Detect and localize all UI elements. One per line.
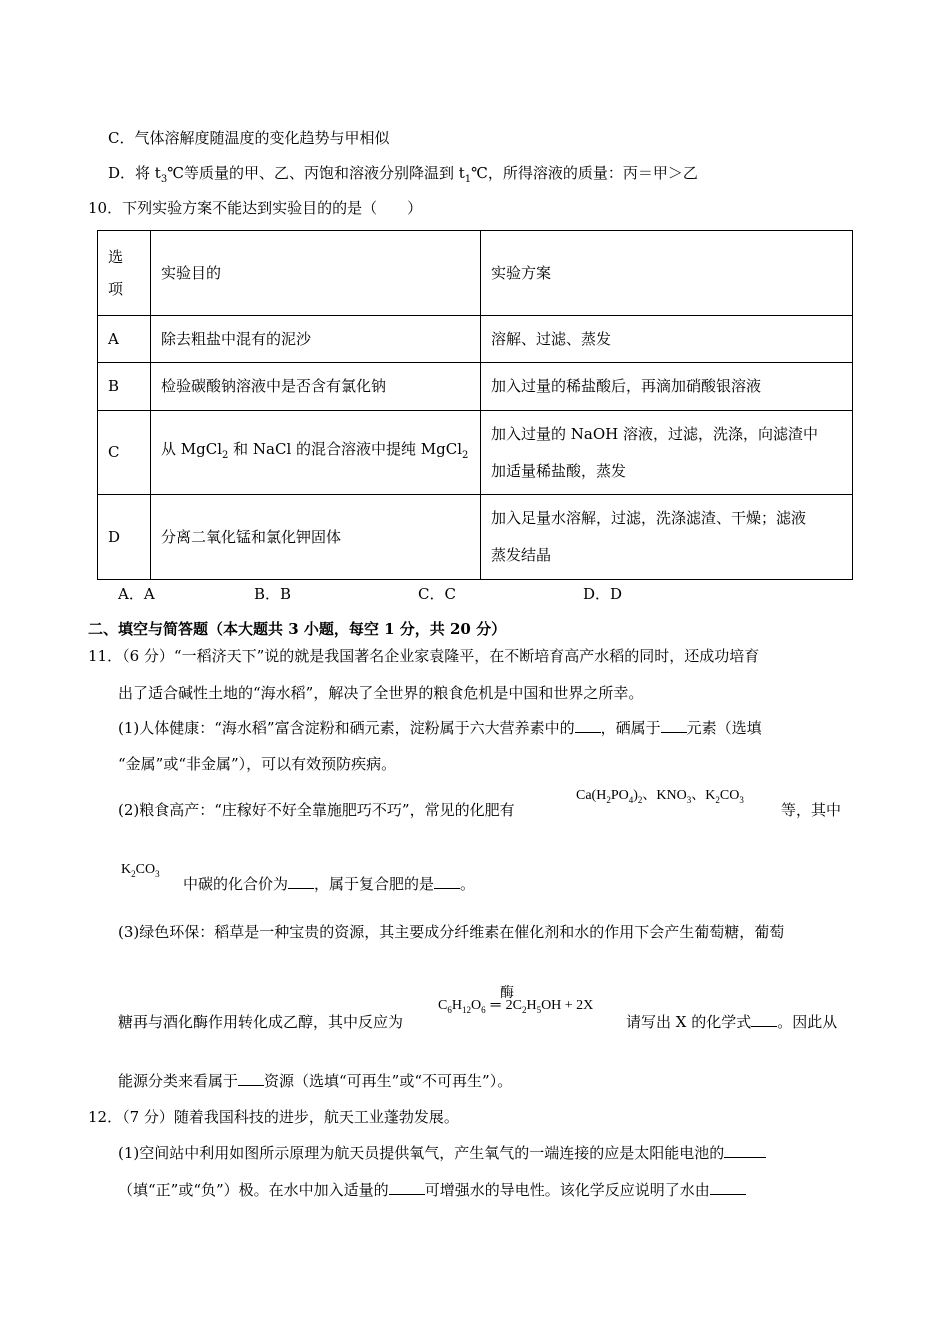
header-plan: 实验方案 bbox=[481, 231, 853, 316]
q11-part2: (2)粮食高产：“庄稼好不好全靠施肥巧不巧”，常见的化肥有 bbox=[118, 801, 515, 819]
answer-blank[interactable] bbox=[434, 874, 460, 889]
section-title: 二、填空与简答题（本大题共 3 小题，每空 1 分，共 20 分） bbox=[88, 620, 507, 638]
answer-blank[interactable] bbox=[661, 718, 687, 733]
q10-choice-b: B．B bbox=[254, 585, 292, 603]
equals-sign: ═ bbox=[490, 998, 501, 1013]
answer-blank[interactable] bbox=[389, 1180, 425, 1195]
q12-intro: 12．（7 分）随着我国科技的进步，航天工业蓬勃发展。 bbox=[88, 1108, 459, 1126]
q12-part1-line2: （填“正”或“负”）极。在水中加入适量的 可增强水的导电性。该化学反应说明了水由 bbox=[118, 1180, 746, 1200]
answer-blank[interactable] bbox=[238, 1071, 264, 1086]
q10-choice-d: D．D bbox=[583, 585, 623, 603]
row-plan: 加入过量的 NaOH 溶液，过滤，洗涤，向滤渣中 加适量稀盐酸，蒸发 bbox=[481, 411, 853, 495]
q9-option-d: D．将 $t_3℃$等质量的甲、乙、丙饱和溶液分别降温到 $t_1℃$，所得溶液的质量：丙＝甲＞乙 bbox=[108, 164, 698, 185]
table-row bbox=[98, 363, 853, 411]
row-aim: 从 MgCl$_2$ 和 NaCl 的混合溶液中提纯 MgCl$_2$ bbox=[151, 411, 481, 495]
q11-part3-line2-start: 糖再与酒化酶作用转化成乙醇，其中反应为 bbox=[118, 1013, 404, 1031]
row-option: C bbox=[98, 411, 151, 495]
table-row bbox=[98, 316, 853, 363]
answer-blank[interactable] bbox=[575, 718, 601, 733]
reaction-equation: $C_6H_{12}O_6$ ═ $2C_2H_5OH + 2X$ bbox=[438, 998, 594, 1015]
header-aim: 实验目的 bbox=[151, 231, 481, 316]
row-plan: 加入足量水溶解，过滤，洗涤滤渣、干燥；滤液 蒸发结晶 bbox=[481, 495, 853, 580]
q10-choice-a: A．A bbox=[118, 585, 155, 603]
answer-blank[interactable] bbox=[751, 1012, 777, 1027]
q11-part3-line1: (3)绿色环保：稻草是一种宝贵的资源，其主要成分纤维素在催化剂和水的作用下会产生葡萄糖，葡萄 bbox=[118, 923, 785, 941]
row-plan: 溶解、过滤、蒸发 bbox=[481, 316, 853, 363]
header-option: 选 项 bbox=[98, 231, 151, 316]
q12-part1: (1)空间站中利用如图所示原理为航天员提供氧气，产生氧气的一端连接的应是太阳能电池的 bbox=[118, 1143, 766, 1163]
row-option: B bbox=[98, 363, 151, 411]
fertilizer-formulas: $Ca(H_2PO_4)_2$、$KNO_3$、$K_2CO_3$ bbox=[576, 788, 744, 805]
row-aim: 分离二氧化锰和氯化钾固体 bbox=[151, 495, 481, 580]
q11-intro-line2: 出了适合碱性土地的“海水稻”，解决了全世界的粮食危机是中国和世界之所幸。 bbox=[118, 684, 644, 702]
row-option: D bbox=[98, 495, 151, 580]
answer-blank[interactable] bbox=[288, 874, 314, 889]
experiment-table bbox=[97, 230, 853, 580]
row-aim: 除去粗盐中混有的泥沙 bbox=[151, 316, 481, 363]
q11-part1: (1)人体健康：“海水稻”富含淀粉和硒元素，淀粉属于六大营养素中的 ，硒属于 元素（选填 bbox=[118, 719, 762, 737]
table-header-row bbox=[98, 231, 853, 316]
q11-part2-line2: 中碳的化合价为 ，属于复合肥的是 。 bbox=[183, 875, 476, 893]
table-row bbox=[98, 411, 853, 495]
reaction-condition: 酶 bbox=[500, 985, 514, 1001]
q9-option-c: C．气体溶解度随温度的变化趋势与甲相似 bbox=[108, 129, 390, 147]
q11-intro-line1: 11．（6 分）“一稻济天下”说的就是我国著名企业家袁隆平，在不断培育高产水稻的同时，还成功培育 bbox=[88, 647, 760, 665]
row-aim: 检验碳酸钠溶液中是否含有氯化钠 bbox=[151, 363, 481, 411]
q11-part3-line3: 能源分类来看属于 资源（选填“可再生”或“不可再生”）。 bbox=[118, 1072, 513, 1090]
q10-choice-c: C．C bbox=[418, 585, 456, 603]
row-plan: 加入过量的稀盐酸后，再滴加硝酸银溶液 bbox=[481, 363, 853, 411]
answer-blank[interactable] bbox=[710, 1180, 746, 1195]
q11-part3-line2-end: 请写出 X 的化学式 。因此从 bbox=[626, 1013, 838, 1031]
row-option: A bbox=[98, 316, 151, 363]
answer-blank[interactable] bbox=[724, 1143, 766, 1158]
table-row bbox=[98, 495, 853, 580]
formula-k2co3: $K_2CO_3$ bbox=[121, 862, 160, 879]
q10-stem: 10．下列实验方案不能达到实验目的的是（ ） bbox=[88, 199, 423, 217]
q11-part1-line2: “金属”或“非金属”），可以有效预防疾病。 bbox=[118, 755, 397, 773]
q11-part2-tail: 等，其中 bbox=[781, 801, 842, 819]
